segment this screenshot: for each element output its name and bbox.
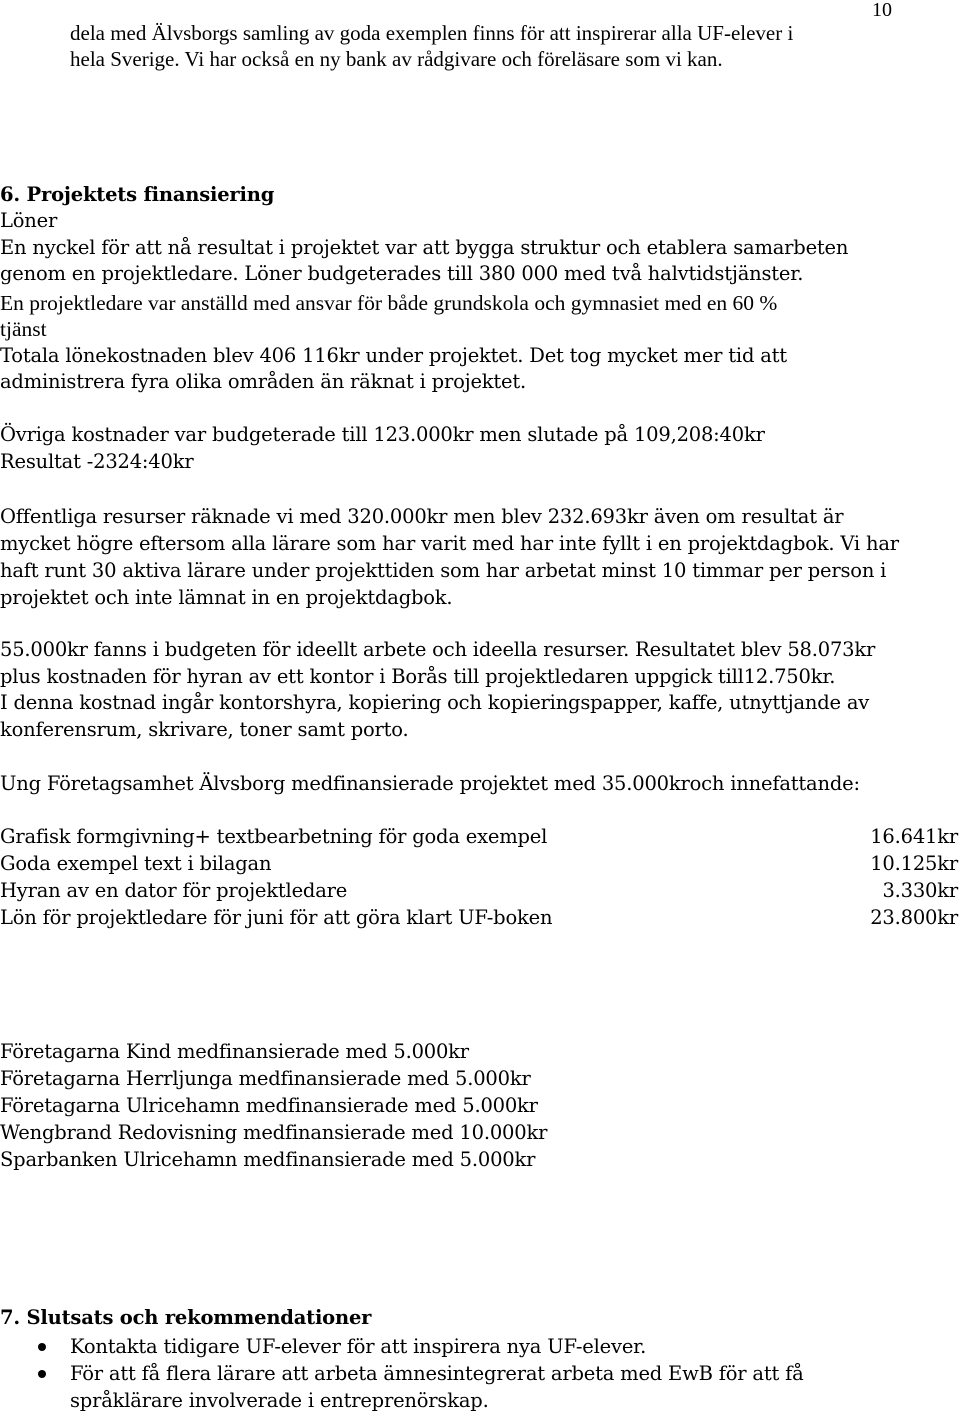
cost-item-label: Goda exempel text i bilagan — [0, 852, 272, 875]
cost-item-label: Grafisk formgivning+ textbearbetning för goda exempel — [0, 825, 548, 848]
recommendation-item: För att få flera lärare att arbeta ämnesintegrerat arbeta med EwB för att få — [70, 1362, 804, 1385]
recommendation-item-continued: språklärare involverade i entreprenörskap. — [70, 1389, 489, 1412]
bullet-icon — [38, 1370, 46, 1378]
ovriga-line: Övriga kostnader var budgeterade till 123.000kr men slutade på 109,208:40kr — [0, 423, 765, 446]
resultat-line: Resultat -2324:40kr — [0, 450, 194, 473]
paragraph-line: Totala lönekostnaden blev 406 116kr under projektet. Det tog mycket mer tid att — [0, 344, 787, 367]
cofunder-line: Företagarna Kind medfinansierade med 5.000kr — [0, 1040, 469, 1063]
paragraph-line: En nyckel för att nå resultat i projektet var att bygga struktur och etablera samarbeten — [0, 236, 849, 259]
ideellt-line: konferensrum, skrivare, toner samt porto. — [0, 718, 409, 741]
cost-item-amount: 16.641kr — [870, 825, 958, 848]
ideellt-line: 55.000kr fanns i budgeten för ideellt arbete och ideella resurser. Resultatet blev 58.073kr — [0, 638, 876, 661]
cofunder-line: Företagarna Herrljunga medfinansierade med 5.000kr — [0, 1067, 531, 1090]
intro-line: dela med Älvsborgs samling av goda exemplen finns för att inspirerar alla UF-elever i — [70, 21, 794, 45]
ideellt-line: I denna kostnad ingår kontorshyra, kopiering och kopieringspapper, kaffe, utnyttjande av — [0, 691, 870, 714]
cost-item-label: Hyran av en dator för projektledare — [0, 879, 348, 902]
subheading-loner: Löner — [0, 209, 58, 232]
offentliga-line: projektet och inte lämnat in en projektdagbok. — [0, 586, 453, 609]
cost-item-amount: 23.800kr — [870, 906, 958, 929]
section-7-heading: 7. Slutsats och rekommendationer — [0, 1306, 372, 1329]
paragraph-line: genom en projektledare. Löner budgeterades till 380 000 med två halvtidstjänster. — [0, 262, 804, 285]
section-6-heading: 6. Projektets finansiering — [0, 183, 275, 206]
bullet-icon — [38, 1343, 46, 1351]
paragraph-line: En projektledare var anställd med ansvar för både grundskola och gymnasiet med en 60 % — [0, 291, 778, 315]
cost-item-amount: 3.330kr — [882, 879, 958, 902]
ung-foretagsamhet-line: Ung Företagsamhet Älvsborg medfinansierade projektet med 35.000kroch innefattande: — [0, 772, 860, 795]
ideellt-line: plus kostnaden för hyran av ett kontor i Borås till projektledaren uppgick till12.750kr. — [0, 665, 836, 688]
offentliga-line: haft runt 30 aktiva lärare under projekttiden som har arbetat minst 10 timmar per person i — [0, 559, 887, 582]
paragraph-line: tjänst — [0, 317, 47, 341]
page-number: 10 — [872, 0, 892, 21]
paragraph-line: administrera fyra olika områden än räknat i projektet. — [0, 370, 527, 393]
recommendation-item: Kontakta tidigare UF-elever för att inspirera nya UF-elever. — [70, 1335, 647, 1358]
cost-item-label: Lön för projektledare för juni för att göra klart UF-boken — [0, 906, 553, 929]
offentliga-line: mycket högre eftersom alla lärare som har varit med har inte fyllt i en projektdagbok. Vi har — [0, 532, 899, 555]
offentliga-line: Offentliga resurser räknade vi med 320.000kr men blev 232.693kr även om resultat är — [0, 505, 844, 528]
cofunder-line: Wengbrand Redovisning medfinansierade med 10.000kr — [0, 1121, 548, 1144]
cofunder-line: Företagarna Ulricehamn medfinansierade med 5.000kr — [0, 1094, 538, 1117]
intro-line: hela Sverige. Vi har också en ny bank av rådgivare och föreläsare som vi kan. — [70, 47, 723, 71]
cofunder-line: Sparbanken Ulricehamn medfinansierade med 5.000kr — [0, 1148, 536, 1171]
cost-item-amount: 10.125kr — [870, 852, 958, 875]
